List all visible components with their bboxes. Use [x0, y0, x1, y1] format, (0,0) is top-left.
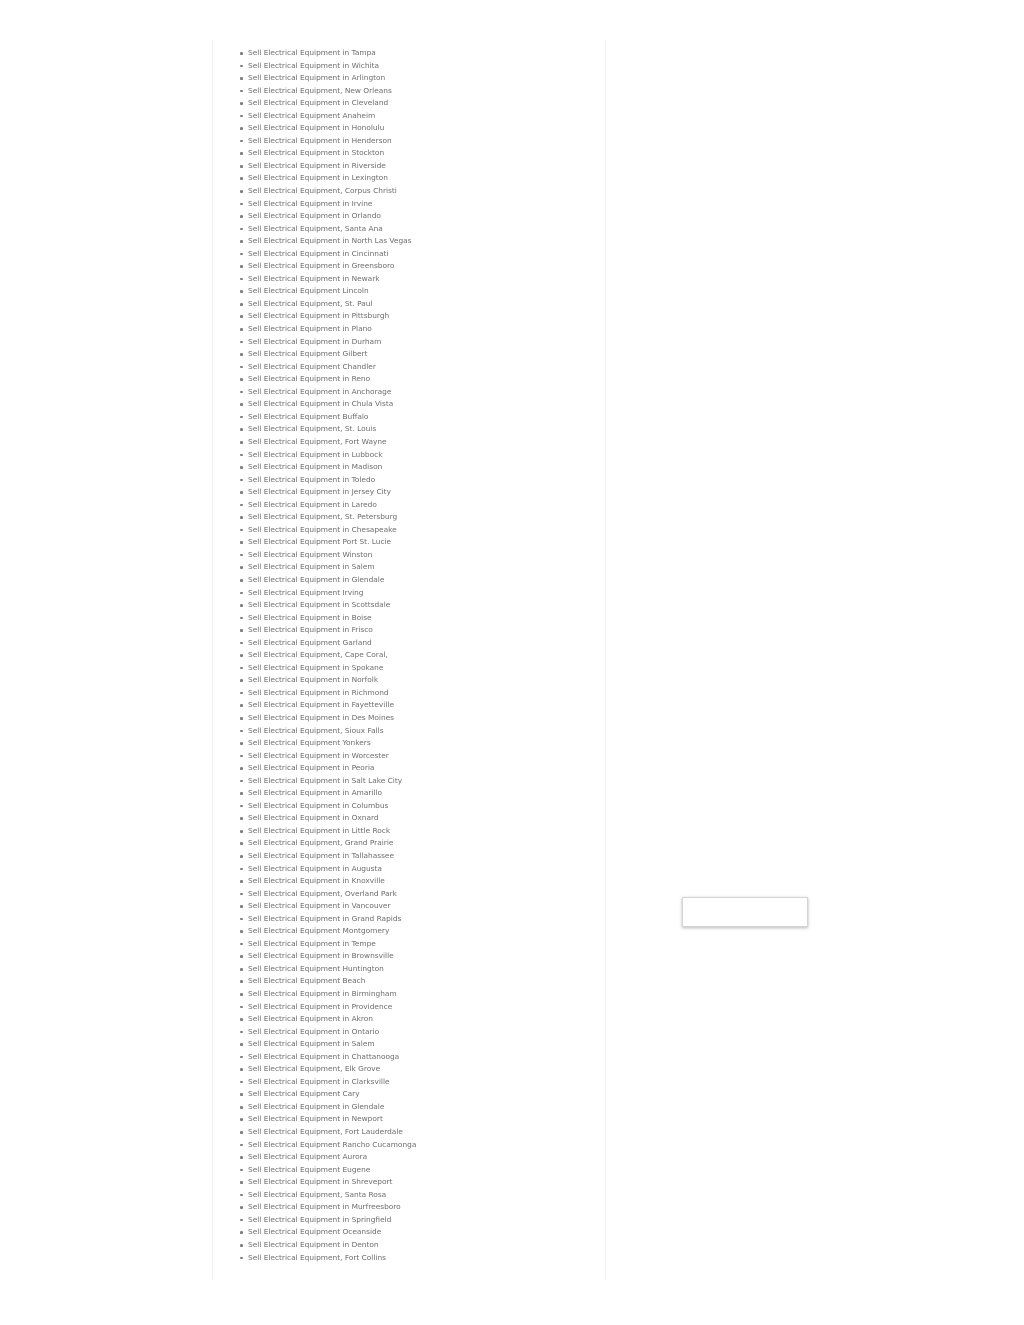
city-link-item[interactable]: Sell Electrical Equipment in Des Moines — [239, 712, 416, 725]
city-link-list — [239, 47, 416, 1264]
city-link-item[interactable]: Sell Electrical Equipment Oceanside — [239, 1226, 416, 1239]
city-link-item[interactable]: Sell Electrical Equipment in Denton — [239, 1239, 416, 1252]
city-link-item[interactable]: Sell Electrical Equipment, St. Petersburg — [239, 511, 416, 524]
city-link-item[interactable]: Sell Electrical Equipment in Augusta — [239, 863, 416, 876]
city-link-item[interactable]: Sell Electrical Equipment in Reno — [239, 373, 416, 386]
city-link-item[interactable]: Sell Electrical Equipment Huntington — [239, 963, 416, 976]
city-link-item[interactable]: Sell Electrical Equipment Montgomery — [239, 925, 416, 938]
city-link-item[interactable]: Sell Electrical Equipment in Cleveland — [239, 97, 416, 110]
city-link-item[interactable]: Sell Electrical Equipment in Madison — [239, 461, 416, 474]
city-link-item[interactable]: Sell Electrical Equipment Gilbert — [239, 348, 416, 361]
city-link-item[interactable]: Sell Electrical Equipment, Elk Grove — [239, 1063, 416, 1076]
city-link-item[interactable]: Sell Electrical Equipment Lincoln — [239, 285, 416, 298]
city-link-item[interactable]: Sell Electrical Equipment in Tampa — [239, 47, 416, 60]
city-link-item[interactable]: Sell Electrical Equipment Chandler — [239, 361, 416, 374]
city-link-item[interactable]: Sell Electrical Equipment in Tallahassee — [239, 850, 416, 863]
city-link-item[interactable]: Sell Electrical Equipment in Anchorage — [239, 386, 416, 399]
city-link-item[interactable]: Sell Electrical Equipment in Arlington — [239, 72, 416, 85]
city-link-item[interactable]: Sell Electrical Equipment in Murfreesboro — [239, 1201, 416, 1214]
city-link-item[interactable]: Sell Electrical Equipment Port St. Lucie — [239, 536, 416, 549]
city-link-item[interactable]: Sell Electrical Equipment in Cincinnati — [239, 248, 416, 261]
city-link-item[interactable]: Sell Electrical Equipment, Cape Coral, — [239, 649, 416, 662]
city-link-item[interactable]: Sell Electrical Equipment, Santa Ana — [239, 223, 416, 236]
city-link-item[interactable]: Sell Electrical Equipment in Chula Vista — [239, 398, 416, 411]
city-link-item[interactable]: Sell Electrical Equipment in Spokane — [239, 662, 416, 675]
city-link-item[interactable]: Sell Electrical Equipment, Fort Wayne — [239, 436, 416, 449]
city-link-item[interactable]: Sell Electrical Equipment in Laredo — [239, 499, 416, 512]
floating-widget-box[interactable] — [682, 897, 808, 927]
city-link-item[interactable]: Sell Electrical Equipment in Greensboro — [239, 260, 416, 273]
city-link-item[interactable]: Sell Electrical Equipment in Boise — [239, 612, 416, 625]
city-link-item[interactable]: Sell Electrical Equipment in Irvine — [239, 198, 416, 211]
city-link-item[interactable]: Sell Electrical Equipment Garland — [239, 637, 416, 650]
city-link-item[interactable]: Sell Electrical Equipment in Worcester — [239, 750, 416, 763]
city-link-item[interactable]: Sell Electrical Equipment in Toledo — [239, 474, 416, 487]
city-link-item[interactable]: Sell Electrical Equipment, St. Louis — [239, 423, 416, 436]
city-link-item[interactable]: Sell Electrical Equipment in Chattanooga — [239, 1051, 416, 1064]
city-link-item[interactable]: Sell Electrical Equipment in Salt Lake City — [239, 775, 416, 788]
city-link-item[interactable]: Sell Electrical Equipment, New Orleans — [239, 85, 416, 98]
city-link-item[interactable]: Sell Electrical Equipment in Brownsville — [239, 950, 416, 963]
city-link-item[interactable]: Sell Electrical Equipment in Salem — [239, 1038, 416, 1051]
city-link-item[interactable]: Sell Electrical Equipment Cary — [239, 1088, 416, 1101]
city-link-item[interactable]: Sell Electrical Equipment in Jersey City — [239, 486, 416, 499]
city-link-item[interactable]: Sell Electrical Equipment in Columbus — [239, 800, 416, 813]
city-link-item[interactable]: Sell Electrical Equipment in Tempe — [239, 938, 416, 951]
city-link-item[interactable]: Sell Electrical Equipment in Honolulu — [239, 122, 416, 135]
city-link-item[interactable]: Sell Electrical Equipment in North Las Vegas — [239, 235, 416, 248]
city-link-item[interactable]: Sell Electrical Equipment in Richmond — [239, 687, 416, 700]
city-link-item[interactable]: Sell Electrical Equipment Irving — [239, 587, 416, 600]
city-link-item[interactable]: Sell Electrical Equipment in Little Rock — [239, 825, 416, 838]
city-link-item[interactable]: Sell Electrical Equipment in Henderson — [239, 135, 416, 148]
city-link-item[interactable]: Sell Electrical Equipment in Stockton — [239, 147, 416, 160]
city-link-item[interactable]: Sell Electrical Equipment in Scottsdale — [239, 599, 416, 612]
city-link-item[interactable]: Sell Electrical Equipment in Fayetteville — [239, 699, 416, 712]
city-link-item[interactable]: Sell Electrical Equipment in Newark — [239, 273, 416, 286]
city-link-item[interactable]: Sell Electrical Equipment Buffalo — [239, 411, 416, 424]
city-link-item[interactable]: Sell Electrical Equipment in Akron — [239, 1013, 416, 1026]
city-link-item[interactable]: Sell Electrical Equipment in Riverside — [239, 160, 416, 173]
city-link-item[interactable]: Sell Electrical Equipment in Frisco — [239, 624, 416, 637]
city-link-item[interactable]: Sell Electrical Equipment in Wichita — [239, 60, 416, 73]
city-link-item[interactable]: Sell Electrical Equipment, Grand Prairie — [239, 837, 416, 850]
city-link-item[interactable]: Sell Electrical Equipment in Glendale — [239, 574, 416, 587]
city-link-item[interactable]: Sell Electrical Equipment in Oxnard — [239, 812, 416, 825]
city-link-item[interactable]: Sell Electrical Equipment in Lexington — [239, 172, 416, 185]
city-link-item[interactable]: Sell Electrical Equipment in Shreveport — [239, 1176, 416, 1189]
city-link-item[interactable]: Sell Electrical Equipment in Salem — [239, 561, 416, 574]
city-link-item[interactable]: Sell Electrical Equipment in Vancouver — [239, 900, 416, 913]
city-link-item[interactable]: Sell Electrical Equipment in Norfolk — [239, 674, 416, 687]
city-link-item[interactable]: Sell Electrical Equipment Beach — [239, 975, 416, 988]
city-link-item[interactable]: Sell Electrical Equipment, Santa Rosa — [239, 1189, 416, 1202]
city-link-item[interactable]: Sell Electrical Equipment Rancho Cucamonga — [239, 1139, 416, 1152]
city-link-item[interactable]: Sell Electrical Equipment in Amarillo — [239, 787, 416, 800]
city-link-item[interactable]: Sell Electrical Equipment in Lubbock — [239, 449, 416, 462]
city-link-item[interactable]: Sell Electrical Equipment Aurora — [239, 1151, 416, 1164]
city-link-item[interactable]: Sell Electrical Equipment in Springfield — [239, 1214, 416, 1227]
city-link-item[interactable]: Sell Electrical Equipment, Fort Lauderdale — [239, 1126, 416, 1139]
city-link-item[interactable]: Sell Electrical Equipment Eugene — [239, 1164, 416, 1177]
city-link-item[interactable]: Sell Electrical Equipment in Providence — [239, 1001, 416, 1014]
city-link-item[interactable]: Sell Electrical Equipment in Durham — [239, 336, 416, 349]
city-link-item[interactable]: Sell Electrical Equipment in Peoria — [239, 762, 416, 775]
city-link-item[interactable]: Sell Electrical Equipment, Fort Collins — [239, 1252, 416, 1265]
city-link-item[interactable]: Sell Electrical Equipment, Sioux Falls — [239, 725, 416, 738]
city-link-item[interactable]: Sell Electrical Equipment in Clarksville — [239, 1076, 416, 1089]
city-link-item[interactable]: Sell Electrical Equipment, St. Paul — [239, 298, 416, 311]
city-link-item[interactable]: Sell Electrical Equipment in Knoxville — [239, 875, 416, 888]
city-link-item[interactable]: Sell Electrical Equipment, Overland Park — [239, 888, 416, 901]
city-link-item[interactable]: Sell Electrical Equipment in Chesapeake — [239, 524, 416, 537]
city-link-item[interactable]: Sell Electrical Equipment in Birmingham — [239, 988, 416, 1001]
city-link-item[interactable]: Sell Electrical Equipment in Plano — [239, 323, 416, 336]
city-link-item[interactable]: Sell Electrical Equipment in Glendale — [239, 1101, 416, 1114]
city-link-item[interactable]: Sell Electrical Equipment in Grand Rapids — [239, 913, 416, 926]
city-link-item[interactable]: Sell Electrical Equipment in Ontario — [239, 1026, 416, 1039]
city-link-item[interactable]: Sell Electrical Equipment, Corpus Christi — [239, 185, 416, 198]
city-link-item[interactable]: Sell Electrical Equipment Winston — [239, 549, 416, 562]
city-link-item[interactable]: Sell Electrical Equipment Yonkers — [239, 737, 416, 750]
city-link-item[interactable]: Sell Electrical Equipment Anaheim — [239, 110, 416, 123]
city-link-item[interactable]: Sell Electrical Equipment in Pittsburgh — [239, 310, 416, 323]
city-link-item[interactable]: Sell Electrical Equipment in Orlando — [239, 210, 416, 223]
content-column — [212, 40, 606, 1280]
city-link-item[interactable]: Sell Electrical Equipment in Newport — [239, 1113, 416, 1126]
